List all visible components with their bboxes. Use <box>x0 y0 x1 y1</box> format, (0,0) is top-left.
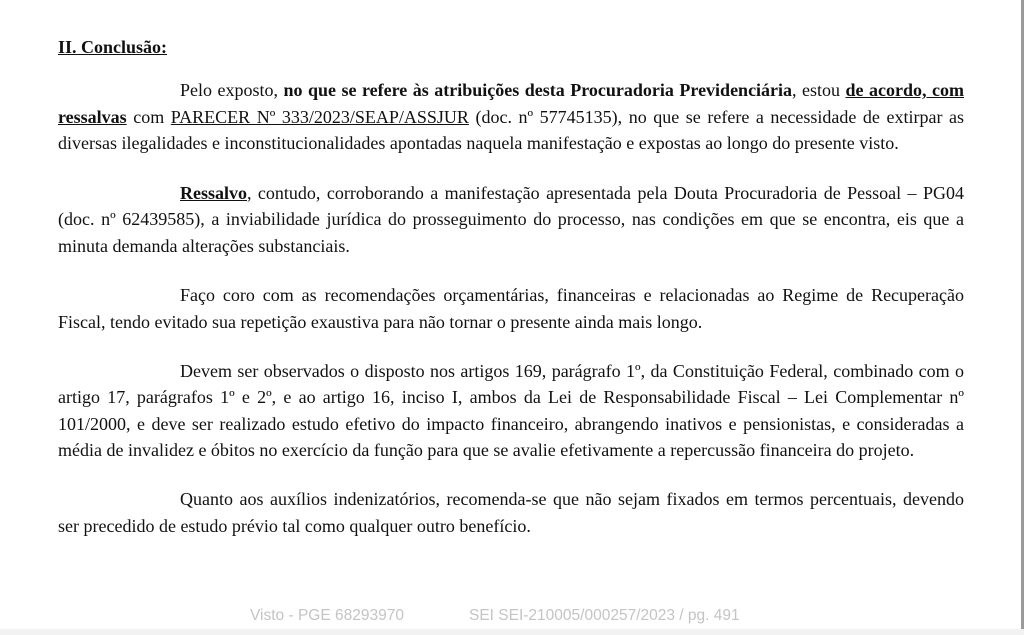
paragraph-artigos: Devem ser observados o disposto nos artigos 169, parágrafo 1º, da Constituição Federal, combinado com o artigo 17, parágrafos 1º e 2º, e ao artigo 16, inciso I, ambos da Lei de Responsabilidade Fiscal – Lei Complementar nº 101/2000, e deve ser realizado estudo efetivo do impacto financeiro, abrangendo inativos e pensionistas, e consideradas a média de invalidez e óbitos no exercício da função para que se avalie efetivamente a repercussão financeira do projeto. <box>58 361 964 460</box>
document-page <box>58 36 964 562</box>
p1-agreement-phrase: de acordo, com ressalvas <box>58 80 964 127</box>
paragraph-conclusion <box>58 77 964 157</box>
footer-visto: Visto - PGE 68293970 <box>250 607 404 624</box>
footer-sei-reference: SEI SEI-210005/000257/2023 / pg. 491 <box>469 607 740 624</box>
p1-text-1: Pelo exposto, <box>180 80 284 100</box>
paragraph-ressalvo <box>58 180 964 260</box>
p1-text-3: com <box>126 106 171 127</box>
paragraph-auxilios: Quanto aos auxílios indenizatórios, recomenda-se que não sejam fixados em termos percentuais, devendo ser precedido de estudo prévio tal como qualquer outro benefício. <box>58 489 964 536</box>
p1-parecer-reference: PARECER Nº 333/2023/SEAP/ASSJUR <box>170 106 469 127</box>
p1-bold-phrase: no que se refere às atribuições desta Procuradoria Previdenciária <box>283 80 793 100</box>
p1-text-2: , estou <box>792 80 846 100</box>
p1-text-4: (doc. nº 57745135), no que se refere a necessidade de extirpar as diversas ilegalidades e inconstitucionalidades apontadas naquela manifestação e expostas ao longo do presente visto. <box>58 106 964 153</box>
page-bottom-band <box>0 629 1024 635</box>
section-heading: II. Conclusão: <box>58 37 168 57</box>
p2-text: , contudo, corroborando a manifestação apresentada pela Douta Procuradoria de Pessoal – PG04 (doc. nº 62439585), a inviabilidade jurídica do prosseguimento do processo, nas condições em que se encontra, eis que a minuta demanda alterações substanciais. <box>58 182 964 256</box>
paragraph-recomendacoes: Faço coro com as recomendações orçamentárias, financeiras e relacionadas ao Regime de Recuperação Fiscal, tendo evitado sua repetição exaustiva para não tornar o presente ainda mais longo. <box>58 285 964 332</box>
p2-ressalvo-word: Ressalvo <box>180 182 247 203</box>
